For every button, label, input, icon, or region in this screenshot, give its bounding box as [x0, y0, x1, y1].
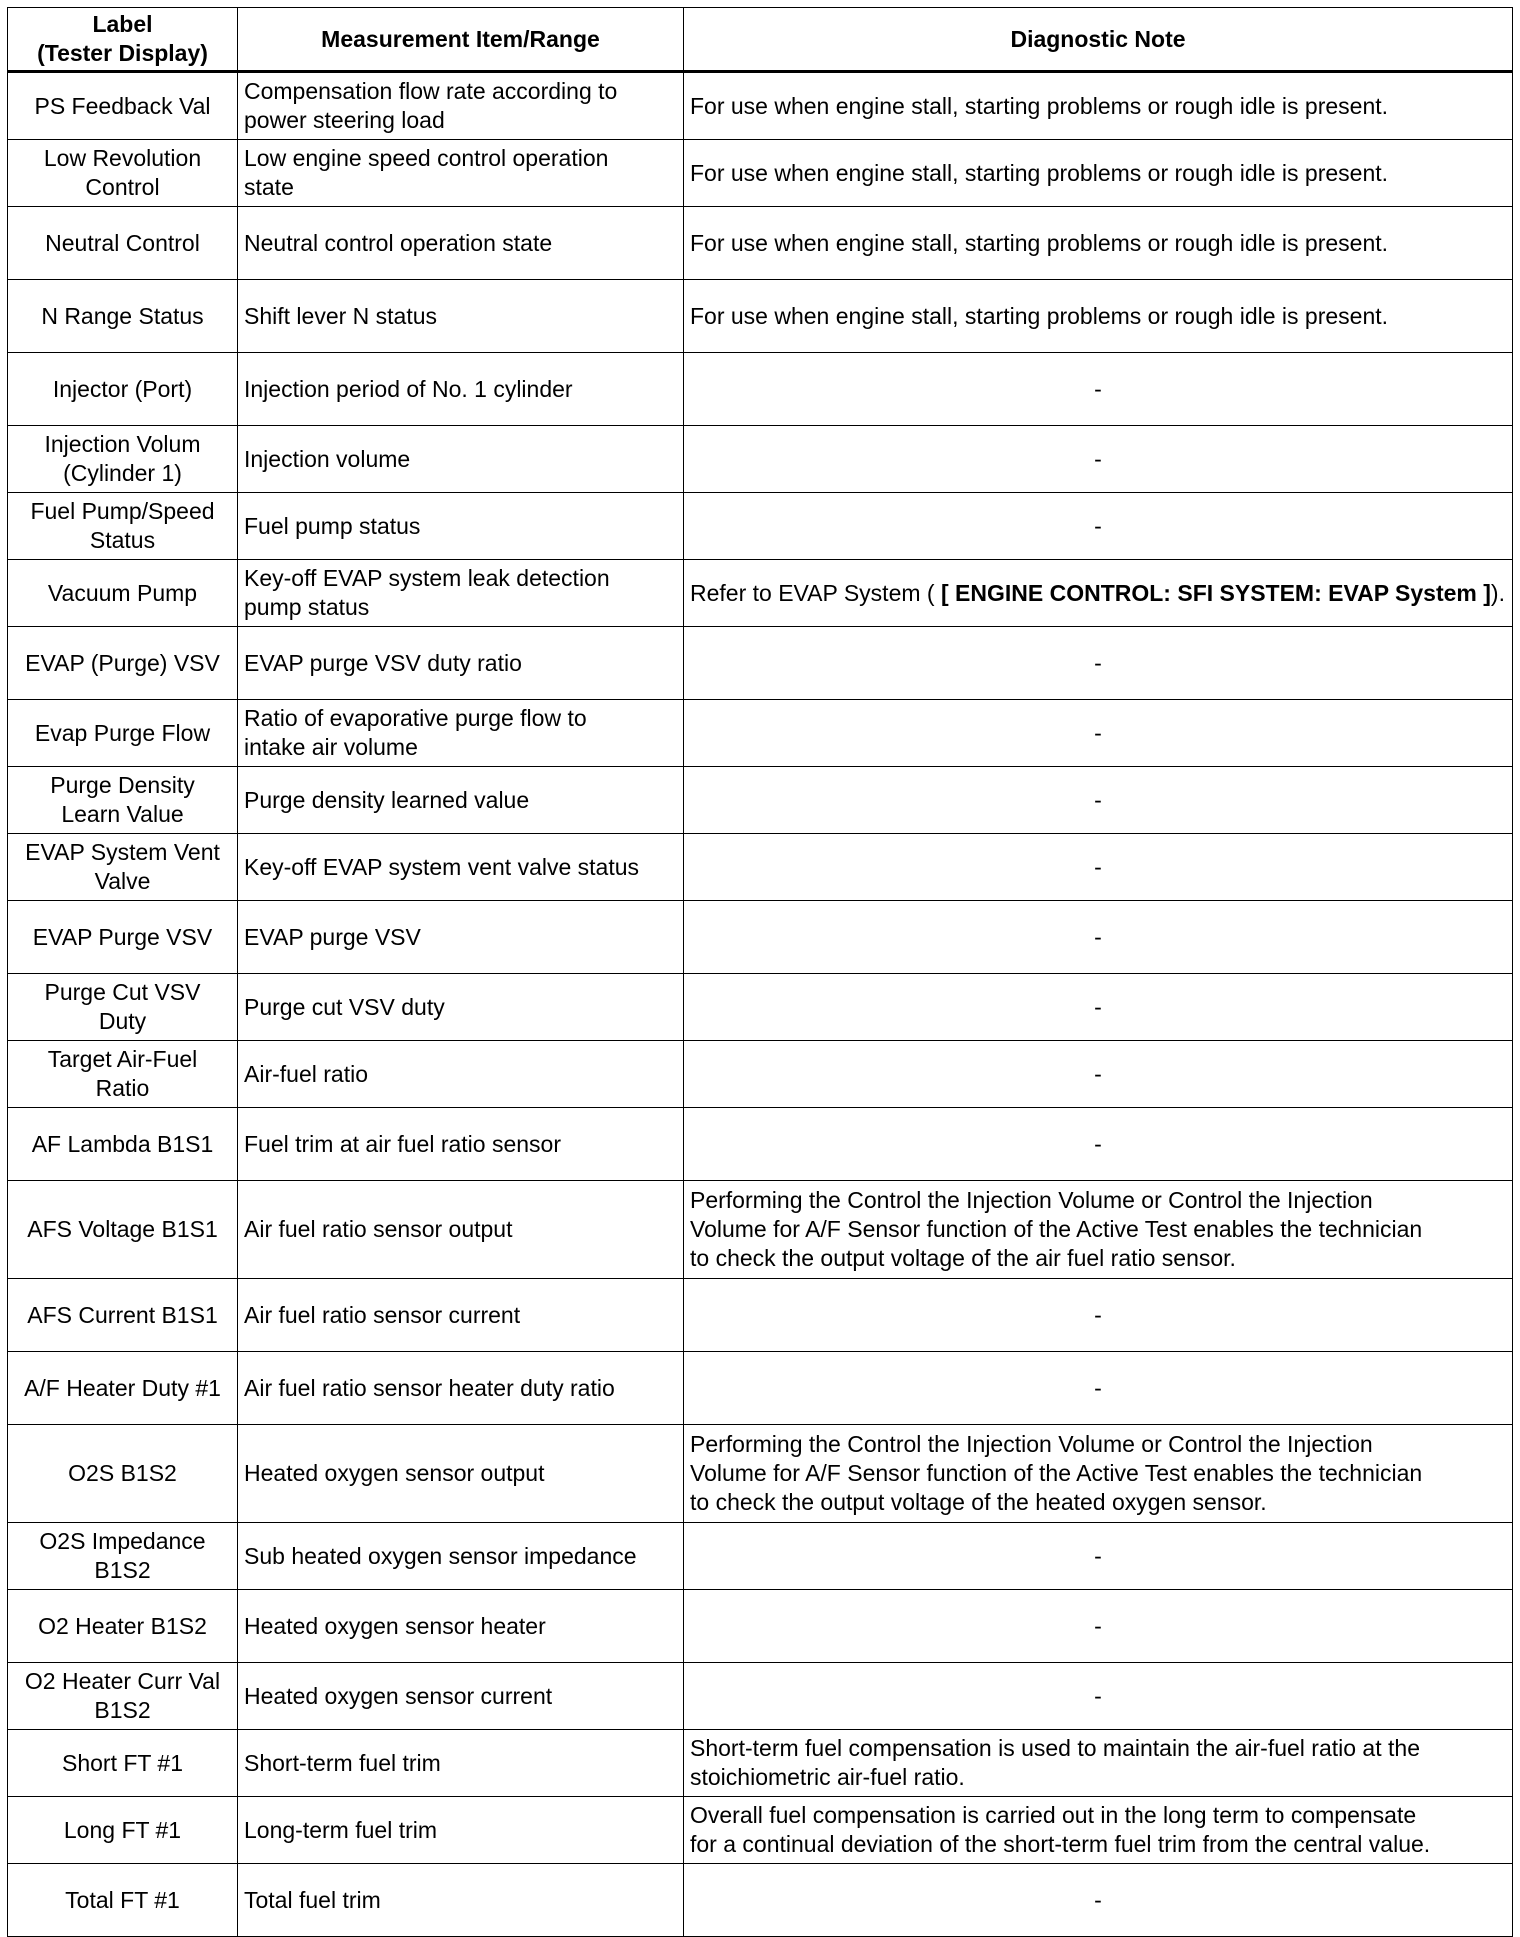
measurement-item-cell: [238, 1279, 684, 1352]
label-text: N Range Status: [41, 302, 204, 329]
table-row: [8, 1864, 1513, 1937]
header-label-line2: (Tester Display): [37, 40, 208, 66]
diagnostic-note-cell: [684, 974, 1513, 1041]
diagnostic-note-cell: [684, 700, 1513, 767]
measurement-item-cell: [238, 1730, 684, 1797]
label-text: B1S2: [94, 1557, 151, 1583]
label-text: Injector (Port): [52, 375, 193, 402]
label-text: AFS Current B1S1: [27, 1301, 218, 1328]
diagnostic-note-cell: [684, 767, 1513, 834]
measurement-item-text: Heated oxygen sensor output: [244, 1460, 545, 1486]
note-text: For use when engine stall, starting problems or rough idle is present.: [690, 302, 1389, 329]
table-row: [8, 493, 1513, 560]
label-cell: [8, 974, 238, 1041]
label-cell: [8, 834, 238, 901]
measurement-item-text: Injection volume: [244, 445, 411, 472]
measurement-item-cell: [238, 1523, 684, 1590]
label-text: EVAP Purge VSV: [32, 923, 213, 950]
note-text: -: [1094, 1682, 1102, 1709]
diagnostic-note-cell: [684, 207, 1513, 280]
label-text: O2S B1S2: [68, 1460, 177, 1486]
note-text: For use when engine stall, starting problems or rough idle is present.: [690, 229, 1389, 256]
label-text: O2 Heater Curr Val: [24, 1668, 221, 1694]
measurement-item-cell: [238, 627, 684, 700]
note-text: Performing the Control the Injection Volume or Control the Injection: [690, 1187, 1373, 1213]
measurement-item-cell: [238, 1108, 684, 1181]
note-text: for a continual deviation of the short-term fuel trim from the central value.: [690, 1831, 1431, 1857]
measurement-item-cell: [238, 1663, 684, 1730]
table-row: [8, 627, 1513, 700]
note-text: For use when engine stall, starting problems or rough idle is present.: [690, 159, 1389, 186]
label-cell: [8, 1041, 238, 1108]
measurement-item-text: Air fuel ratio sensor current: [244, 1301, 521, 1328]
diagnostic-note-cell: [684, 1797, 1513, 1864]
note-text: -: [1094, 853, 1102, 880]
measurement-item-cell: [238, 72, 684, 140]
label-cell: [8, 140, 238, 207]
diagnostic-note-cell: [684, 1041, 1513, 1108]
note-text: -: [1094, 993, 1102, 1020]
note-text: ).: [1490, 579, 1505, 606]
note-reference-link-text: [ ENGINE CONTROL: SFI SYSTEM: EVAP System ]: [940, 579, 1491, 606]
label-text: EVAP System Vent: [25, 839, 220, 865]
measurement-item-text: Fuel pump status: [244, 512, 421, 539]
measurement-item-cell: [238, 700, 684, 767]
table-row: [8, 560, 1513, 627]
label-text: (Cylinder 1): [63, 460, 182, 486]
diagnostic-note-cell: [684, 901, 1513, 974]
label-text: Duty: [98, 1008, 147, 1034]
diagnostic-note-cell: [684, 1590, 1513, 1663]
measurement-item-text: state: [244, 174, 294, 200]
note-text: -: [1094, 1612, 1102, 1639]
diagnostic-note-cell: [684, 140, 1513, 207]
table-row: [8, 1730, 1513, 1797]
label-cell: [8, 1797, 238, 1864]
table-row: [8, 280, 1513, 353]
label-text: Short FT #1: [61, 1749, 184, 1776]
label-cell: [8, 1523, 238, 1590]
label-cell: [8, 1108, 238, 1181]
measurement-item-cell: [238, 1797, 684, 1864]
table-row: [8, 1181, 1513, 1279]
table-row: [8, 834, 1513, 901]
label-text: O2 Heater B1S2: [38, 1612, 207, 1639]
label-cell: [8, 1352, 238, 1425]
label-text: A/F Heater Duty #1: [24, 1374, 221, 1401]
diagnostic-note-cell: [684, 1864, 1513, 1937]
label-text: Injection Volum: [44, 431, 201, 457]
label-cell: [8, 72, 238, 140]
measurement-item-text: Fuel trim at air fuel ratio sensor: [244, 1130, 562, 1157]
label-text: PS Feedback Val: [34, 92, 211, 119]
note-text: stoichiometric air-fuel ratio.: [690, 1764, 965, 1790]
measurement-item-text: Key-off EVAP system leak detection: [244, 565, 610, 591]
measurement-item-text: Shift lever N status: [244, 302, 438, 329]
table-header: [8, 8, 1513, 72]
table-body: [8, 72, 1513, 1937]
measurement-item-cell: [238, 140, 684, 207]
measurement-item-text: Compensation flow rate according to: [244, 78, 618, 104]
label-cell: [8, 560, 238, 627]
measurement-item-cell: [238, 280, 684, 353]
label-cell: [8, 1864, 238, 1937]
table-row: [8, 1590, 1513, 1663]
label-cell: [8, 493, 238, 560]
label-text: O2S Impedance: [39, 1528, 206, 1554]
measurement-item-text: Total fuel trim: [244, 1886, 381, 1913]
measurement-item-text: Injection period of No. 1 cylinder: [244, 375, 573, 402]
measurement-item-text: Sub heated oxygen sensor impedance: [244, 1542, 637, 1569]
note-text: -: [1094, 1060, 1102, 1087]
measurement-item-text: Air fuel ratio sensor output: [244, 1216, 513, 1242]
diagnostic-note-cell: [684, 1730, 1513, 1797]
table-row: [8, 1425, 1513, 1523]
table-row: [8, 1279, 1513, 1352]
measurement-item-cell: [238, 1041, 684, 1108]
diagnostic-note-cell: [684, 1108, 1513, 1181]
diagnostic-note-cell: [684, 1279, 1513, 1352]
table-row: [8, 1797, 1513, 1864]
label-cell: [8, 1730, 238, 1797]
note-text: -: [1094, 923, 1102, 950]
diagnostic-note-cell: [684, 834, 1513, 901]
diagnostic-note-cell: [684, 426, 1513, 493]
note-text: -: [1094, 375, 1102, 402]
measurement-item-cell: [238, 901, 684, 974]
label-text: Learn Value: [61, 801, 184, 827]
label-text: Control: [85, 174, 160, 200]
measurement-item-text: Neutral control operation state: [244, 229, 553, 256]
label-text: AFS Voltage B1S1: [27, 1216, 218, 1242]
label-cell: [8, 1663, 238, 1730]
table-row: [8, 1352, 1513, 1425]
measurement-item-cell: [238, 353, 684, 426]
measurement-item-text: Air-fuel ratio: [244, 1060, 368, 1087]
label-cell: [8, 353, 238, 426]
note-text: Volume for A/F Sensor function of the Active Test enables the technician: [690, 1460, 1423, 1486]
label-text: Purge Cut VSV: [44, 979, 201, 1005]
note-text: For use when engine stall, starting problems or rough idle is present.: [690, 92, 1389, 119]
measurement-item-text: Purge density learned value: [244, 786, 530, 813]
label-text: Fuel Pump/Speed: [30, 498, 215, 524]
diagnostic-note-cell: [684, 493, 1513, 560]
measurement-item-cell: [238, 493, 684, 560]
measurement-item-text: Heated oxygen sensor current: [244, 1682, 553, 1709]
measurement-item-cell: [238, 767, 684, 834]
label-cell: [8, 280, 238, 353]
measurement-item-cell: [238, 1425, 684, 1523]
note-text: -: [1094, 1374, 1102, 1401]
diagnostic-note-cell: [684, 1663, 1513, 1730]
measurement-item-cell: [238, 974, 684, 1041]
label-text: Low Revolution: [43, 145, 202, 171]
table-row: [8, 353, 1513, 426]
header-label-line1: Label: [92, 11, 153, 37]
diagnostic-note-cell: [684, 1181, 1513, 1279]
header-note: Diagnostic Note: [684, 8, 1513, 72]
label-cell: [8, 901, 238, 974]
note-text: -: [1094, 512, 1102, 539]
header-row: [8, 8, 1513, 72]
measurement-item-text: Long-term fuel trim: [244, 1816, 438, 1843]
note-text: to check the output voltage of the air fuel ratio sensor.: [690, 1245, 1236, 1271]
diagnostic-note-cell: [684, 627, 1513, 700]
measurement-item-cell: [238, 1590, 684, 1663]
note-text: Refer to EVAP System (: [690, 579, 941, 606]
measurement-item-text: Key-off EVAP system vent valve status: [244, 853, 640, 880]
table-row: [8, 1523, 1513, 1590]
measurement-item-text: EVAP purge VSV: [244, 923, 421, 950]
measurement-item-text: intake air volume: [244, 734, 418, 760]
note-text: Performing the Control the Injection Volume or Control the Injection: [690, 1431, 1373, 1457]
label-text: Valve: [94, 868, 151, 894]
measurement-item-cell: [238, 1352, 684, 1425]
note-text: -: [1094, 786, 1102, 813]
table-row: [8, 1108, 1513, 1181]
measurement-item-text: Heated oxygen sensor heater: [244, 1612, 546, 1639]
note-text: -: [1094, 445, 1102, 472]
label-cell: [8, 1425, 238, 1523]
measurement-item-cell: [238, 834, 684, 901]
table-row: [8, 767, 1513, 834]
measurement-item-text: Purge cut VSV duty: [244, 993, 445, 1020]
table-row: [8, 426, 1513, 493]
data-list-table: [7, 7, 1513, 1937]
note-text: -: [1094, 1886, 1102, 1913]
table-row: [8, 140, 1513, 207]
label-cell: [8, 426, 238, 493]
measurement-item-cell: [238, 1864, 684, 1937]
measurement-item-cell: [238, 426, 684, 493]
label-cell: [8, 1590, 238, 1663]
table-row: [8, 207, 1513, 280]
diagnostic-note-cell: [684, 1352, 1513, 1425]
note-text: Overall fuel compensation is carried out in the long term to compensate: [690, 1802, 1417, 1828]
label-text: Neutral Control: [45, 229, 200, 256]
table-row: [8, 974, 1513, 1041]
diagnostic-note-cell: [684, 1523, 1513, 1590]
label-text: AF Lambda B1S1: [31, 1130, 214, 1157]
measurement-item-text: Air fuel ratio sensor heater duty ratio: [244, 1374, 615, 1401]
measurement-item-text: Short-term fuel trim: [244, 1749, 441, 1776]
label-cell: [8, 1181, 238, 1279]
table-row: [8, 1663, 1513, 1730]
label-text: B1S2: [94, 1697, 151, 1723]
measurement-item-text: EVAP purge VSV duty ratio: [244, 649, 522, 676]
measurement-item-cell: [238, 560, 684, 627]
table-row: [8, 1041, 1513, 1108]
label-text: Purge Density: [50, 772, 195, 798]
note-text: -: [1094, 1542, 1102, 1569]
measurement-item-text: pump status: [244, 594, 370, 620]
diagnostic-note-cell: [684, 72, 1513, 140]
header-item: Measurement Item/Range: [238, 8, 684, 72]
label-cell: [8, 627, 238, 700]
note-text: Volume for A/F Sensor function of the Active Test enables the technician: [690, 1216, 1423, 1242]
note-text: to check the output voltage of the heated oxygen sensor.: [690, 1489, 1267, 1515]
measurement-item-text: Ratio of evaporative purge flow to: [244, 705, 587, 731]
label-text: Total FT #1: [65, 1886, 180, 1913]
note-text: -: [1094, 649, 1102, 676]
label-text: Status: [89, 527, 156, 553]
label-text: Evap Purge Flow: [34, 719, 211, 746]
header-label: [8, 8, 238, 72]
diagnostic-note-cell: [684, 1425, 1513, 1523]
table-row: [8, 700, 1513, 767]
label-text: Ratio: [95, 1075, 150, 1101]
label-cell: [8, 700, 238, 767]
measurement-item-cell: [238, 1181, 684, 1279]
label-text: Long FT #1: [63, 1816, 182, 1843]
diagnostic-note-cell: [684, 280, 1513, 353]
note-text: -: [1094, 719, 1102, 746]
measurement-item-cell: [238, 207, 684, 280]
diagnostic-note-cell: [684, 353, 1513, 426]
table-row: [8, 901, 1513, 974]
label-cell: [8, 1279, 238, 1352]
label-text: Vacuum Pump: [47, 579, 198, 606]
label-text: EVAP (Purge) VSV: [25, 649, 220, 676]
diagnostic-note-cell: [684, 560, 1513, 627]
note-text: -: [1094, 1301, 1102, 1328]
label-text: Target Air-Fuel: [47, 1046, 198, 1072]
label-cell: [8, 207, 238, 280]
note-text: -: [1094, 1130, 1102, 1157]
label-cell: [8, 767, 238, 834]
table-row: [8, 72, 1513, 140]
measurement-item-text: Low engine speed control operation: [244, 145, 609, 171]
note-text: Short-term fuel compensation is used to maintain the air-fuel ratio at the: [690, 1735, 1420, 1761]
measurement-item-text: power steering load: [244, 107, 445, 133]
